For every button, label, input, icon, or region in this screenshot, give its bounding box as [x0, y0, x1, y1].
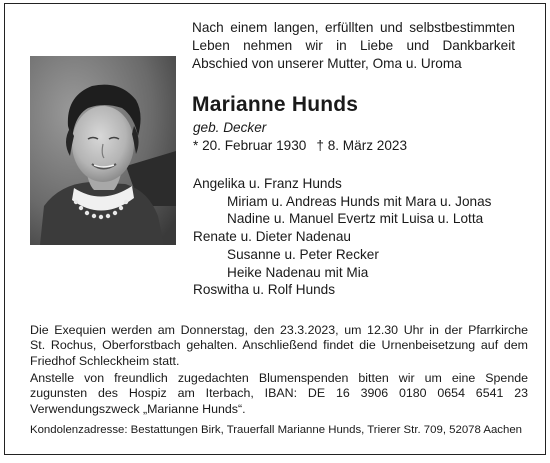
intro-line: Nach einem langen, erfüllten und selbstbestimmten — [192, 20, 515, 35]
donation-info — [30, 371, 528, 417]
portrait-photo — [30, 56, 176, 245]
family-member: Miriam u. Andreas Hunds mit Mara u. Jonas — [227, 193, 492, 209]
intro-text — [192, 19, 515, 73]
birth-name: geb. Decker — [193, 120, 267, 135]
life-dates — [193, 137, 407, 155]
donation-info-line: zugunsten des Hospiz am Iterbach, IBAN: DE 16 3906 0180 0654 6541 23 — [30, 386, 528, 401]
obituary-notice — [4, 3, 546, 455]
condolence-address: Kondolenzadresse: Bestattungen Birk, Trauerfall Marianne Hunds, Trierer Str. 709, 52078 Aachen — [30, 424, 522, 436]
intro-line: Abschied von unserer Mutter, Oma u. Uroma — [192, 56, 462, 71]
funeral-info-line: Friedhof Schleckheim statt. — [30, 353, 180, 368]
family-member: Renate u. Dieter Nadenau — [193, 229, 351, 245]
funeral-info-line: St. Rochus, Oberforstbach gehalten. Anschließend findet die Urnenbeisetzung auf dem — [30, 338, 528, 353]
family-member: Susanne u. Peter Recker — [227, 246, 379, 262]
portrait-illustration — [30, 56, 176, 245]
deceased-name: Marianne Hunds — [192, 93, 359, 116]
birth-date: * 20. Februar 1930 — [193, 138, 307, 153]
family-member: Heike Nadenau mit Mia — [227, 264, 369, 280]
family-member: Nadine u. Manuel Evertz mit Luisa u. Lotta — [227, 211, 484, 227]
funeral-info — [30, 323, 528, 369]
funeral-info-line: Die Exequien werden am Donnerstag, den 23.3.2023, um 12.30 Uhr in der Pfarrkirche — [30, 323, 528, 337]
donation-info-line: Anstelle von freundlich zugedachten Blumenspenden bitten wir um eine Spende — [30, 371, 528, 385]
family-member: Angelika u. Franz Hunds — [193, 176, 342, 191]
intro-line: Leben nehmen wir in Liebe und Dankbarkeit — [192, 38, 515, 53]
donation-info-line: Verwendungszweck „Marianne Hunds“. — [30, 401, 246, 416]
family-list — [193, 175, 491, 299]
death-date: † 8. März 2023 — [316, 138, 408, 153]
family-member: Roswitha u. Rolf Hunds — [193, 282, 336, 298]
